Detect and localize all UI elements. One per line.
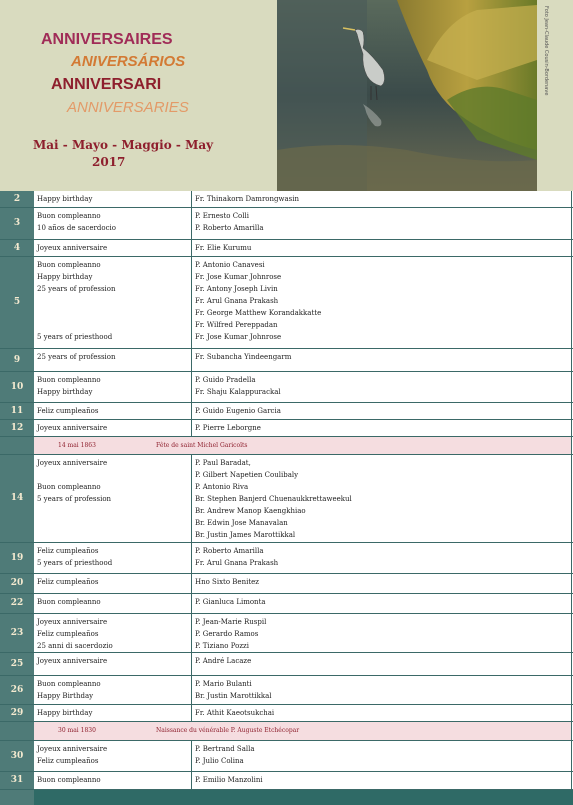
occasion-text: Buon compleanno (37, 776, 101, 784)
column-divider (191, 772, 192, 790)
feast-date: 14 mai 1863 (58, 442, 96, 449)
column-divider (191, 372, 192, 403)
day-number: 22 (10, 598, 24, 608)
header (0, 0, 573, 191)
occasion-text: Buon compleanno (37, 483, 101, 491)
occasion-text: Joyeux anniversaire (37, 618, 108, 626)
occasion-text: Buon compleanno (37, 680, 101, 688)
day-number: 26 (10, 684, 24, 695)
occasion-text: Happy birthday (37, 195, 93, 203)
person-name: P. Antonio Riva (195, 483, 249, 491)
occasion-text: Joyeux anniversaire (37, 244, 108, 252)
person-name: P. Julio Colina (195, 757, 244, 765)
occasion-text: Feliz cumpleaños (37, 407, 99, 415)
person-name: P. Paul Baradat, (195, 459, 251, 467)
person-name: Fr. Arul Gnana Prakash (195, 559, 279, 567)
person-name: Fr. Subancha Yindeengarm (195, 353, 292, 361)
occasion-text: Feliz cumpleaños (37, 547, 99, 555)
photo-credit: Foto Jean-Claude Cousin-Bordenave (543, 6, 549, 96)
occasion-text: 25 years of profession (37, 353, 116, 361)
occasion-text: Joyeux anniversaire (37, 745, 108, 753)
occasion-text: 5 years of profession (37, 495, 112, 503)
title-french: ANNIVERSAIRES (41, 31, 173, 48)
occasion-text: Feliz cumpleaños (37, 630, 99, 638)
occasion-text: Buon compleanno (37, 376, 101, 384)
person-name: Fr. Arul Gnana Prakash (195, 297, 279, 305)
occasion-text: 10 años de sacerdocio (37, 224, 116, 232)
person-name: Br. Justin James Marottikkal (195, 531, 296, 539)
person-name: P. Gerardo Ramos (195, 630, 259, 638)
column-divider (191, 594, 192, 614)
feast-title: Naissance du vénérable P. Auguste Etchécopar (156, 727, 300, 734)
occasion-text: Joyeux anniversaire (37, 657, 108, 665)
person-name: Br. Stephen Banjerd Chuenaukkrettaweekul (195, 495, 352, 503)
day-number: 25 (10, 658, 24, 669)
person-name: P. Antonio Canavesi (195, 261, 265, 269)
person-name: P. Ernesto Colli (195, 212, 249, 220)
person-name: P. Gilbert Napetien Coulibaly (195, 471, 299, 479)
column-divider (191, 208, 192, 240)
person-name: Fr. Thinakorn Damrongwasin (195, 195, 299, 203)
occasion-text: Happy birthday (37, 709, 93, 717)
person-name: Hno Sixto Benitez (195, 578, 259, 586)
day-number: 19 (10, 552, 24, 563)
person-name: Br. Justin Marottikkal (195, 692, 272, 700)
person-name: P. Guido Pradella (195, 376, 256, 384)
feast-row-border (0, 722, 573, 741)
day-number: 9 (13, 354, 21, 365)
person-name: Br. Edwin Jose Manavalan (195, 519, 288, 527)
day-number: 4 (13, 242, 21, 253)
column-divider (191, 455, 192, 543)
column-divider (191, 741, 192, 772)
column-divider (191, 705, 192, 722)
feast-row-border (0, 437, 573, 455)
occasion-text: Buon compleanno (37, 598, 101, 606)
day-number: 30 (10, 750, 24, 761)
day-number: 10 (10, 381, 24, 392)
person-name: P. Guido Eugenio Garcia (195, 407, 281, 415)
column-divider (191, 543, 192, 574)
person-name: P. Gianluca Limonta (195, 598, 266, 606)
column-divider (191, 257, 192, 349)
day-number: 5 (13, 297, 21, 307)
occasion-text: Joyeux anniversaire (37, 459, 108, 467)
occasion-text: Feliz cumpleaños (37, 757, 99, 765)
occasion-text: 25 anni di sacerdozio (37, 642, 113, 650)
title-italian: ANNIVERSARI (51, 76, 162, 93)
occasion-text: 25 years of profession (37, 285, 116, 293)
occasion-text: Joyeux anniversaire (37, 424, 108, 432)
column-divider (191, 420, 192, 437)
person-name: Fr. Shaju Kalappurackal (195, 388, 281, 396)
column-divider (191, 653, 192, 676)
day-number: 12 (10, 422, 24, 433)
day-number: 31 (10, 775, 24, 785)
person-name: Fr. Wilfred Pereppadan (195, 321, 278, 329)
person-name: P. Roberto Amarilla (195, 224, 264, 232)
column-divider (191, 240, 192, 257)
year-label: 2017 (92, 155, 126, 169)
day-number: 20 (10, 578, 24, 588)
day-number: 14 (10, 493, 24, 503)
occasion-text: Happy birthday (37, 273, 93, 281)
person-name: P. Jean-Marie Ruspil (195, 618, 267, 626)
person-name: P. Emilio Manzolini (195, 776, 263, 784)
day-number: 11 (10, 405, 24, 416)
person-name: P. André Lacaze (195, 657, 252, 665)
person-name: Fr. Athit Kaeotsukchai (195, 709, 275, 717)
person-name: P. Pierre Leborgne (195, 424, 261, 432)
person-name: P. Roberto Amarilla (195, 547, 264, 555)
day-number: 3 (13, 218, 21, 228)
person-name: Fr. Jose Kumar Johnrose (195, 333, 282, 341)
occasion-text: Happy birthday (37, 388, 93, 396)
column-divider (191, 574, 192, 594)
person-name: Fr. George Matthew Korandakkatte (195, 309, 322, 317)
title-portuguese: ANIVERSÁRIOS (71, 53, 186, 70)
title-english: ANNIVERSARIES (67, 99, 189, 116)
occasion-text: Buon compleanno (37, 261, 101, 269)
occasion-text: Happy Birthday (37, 692, 94, 700)
person-name: Fr. Elie Kurumu (195, 244, 252, 252)
column-divider (191, 676, 192, 705)
occasion-text: 5 years of priesthood (37, 559, 113, 567)
day-number: 29 (10, 707, 24, 718)
person-name: P. Tiziano Pozzi (195, 642, 249, 650)
months-label: Mai - Mayo - Maggio - May (33, 138, 214, 152)
column-divider (191, 403, 192, 420)
heron-photo (277, 0, 537, 191)
day-number: 2 (13, 193, 21, 204)
person-name: Fr. Antony Joseph Livin (195, 285, 278, 293)
occasion-text: 5 years of priesthood (37, 333, 113, 341)
day-number: 23 (10, 627, 24, 638)
occasion-text: Feliz cumpleaños (37, 578, 99, 586)
person-name: P. Bertrand Salla (195, 745, 255, 753)
feast-title: Fête de saint Michel Garicoïts (156, 442, 248, 449)
column-divider (191, 191, 192, 208)
column-divider (191, 349, 192, 372)
occasion-text: Buon compleanno (37, 212, 101, 220)
footer-bar (34, 790, 573, 805)
person-name: P. Mario Bulanti (195, 680, 252, 688)
feast-date: 30 mai 1830 (58, 727, 96, 734)
person-name: Br. Andrew Manop Kaengkhiao (195, 507, 306, 515)
column-divider (191, 614, 192, 653)
person-name: Fr. Jose Kumar Johnrose (195, 273, 282, 281)
